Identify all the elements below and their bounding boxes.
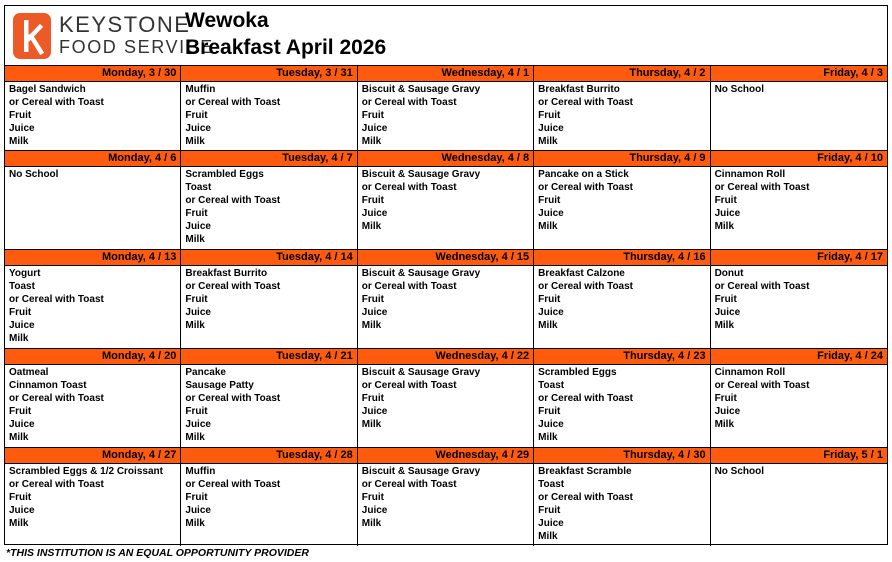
menu-item: Juice xyxy=(538,122,564,134)
menu-item: or Cereal with Toast xyxy=(361,379,457,391)
menu-item: Biscuit & Sausage Gravy xyxy=(361,367,481,378)
menu-item: or Cereal with Toast xyxy=(538,392,634,404)
menu-item: or Cereal with Toast xyxy=(538,491,634,503)
day-header: Friday, 4 / 3 xyxy=(711,66,887,82)
menu-item: or Cereal with Toast xyxy=(185,478,281,490)
menu-item: Juice xyxy=(714,405,741,417)
menu-item: Breakfast Scramble xyxy=(538,466,632,477)
day-menu-cell xyxy=(711,167,887,249)
day-menu-cell xyxy=(358,266,534,348)
menu-calendar xyxy=(5,65,887,546)
menu-item: Scrambled Eggs xyxy=(185,169,264,180)
day-menu-cell xyxy=(5,365,181,447)
day-header: Tuesday, 3 / 31 xyxy=(181,66,357,82)
week-day-cells xyxy=(5,266,887,348)
menu-item: Juice xyxy=(185,418,211,430)
menu-item: Juice xyxy=(9,504,35,516)
menu-item: Milk xyxy=(361,135,382,147)
day-menu-cell xyxy=(534,82,710,150)
menu-item: Fruit xyxy=(538,405,561,417)
menu-item: Biscuit & Sausage Gravy xyxy=(361,268,481,279)
menu-item: Fruit xyxy=(361,293,384,305)
menu-item: Juice xyxy=(714,306,741,318)
menu-item: or Cereal with Toast xyxy=(9,478,104,490)
menu-item: Breakfast Burrito xyxy=(185,268,268,279)
menu-item: Fruit xyxy=(361,109,384,121)
menu-item: Milk xyxy=(361,220,382,232)
menu-item: Muffin xyxy=(185,466,216,477)
day-menu-cell xyxy=(711,365,887,447)
week-day-cells xyxy=(5,464,887,546)
calendar-week xyxy=(5,447,887,546)
menu-item: Juice xyxy=(538,517,564,529)
menu-item: Juice xyxy=(185,122,211,134)
menu-item: or Cereal with Toast xyxy=(714,280,810,292)
menu-item: Fruit xyxy=(9,491,32,503)
day-menu-cell xyxy=(534,365,710,447)
menu-item: or Cereal with Toast xyxy=(714,181,810,193)
brand-name: KEYSTONE xyxy=(59,12,191,37)
menu-item: Fruit xyxy=(538,293,561,305)
menu-item: Yogurt xyxy=(9,268,41,279)
menu-item: Juice xyxy=(361,504,388,516)
day-menu-cell xyxy=(711,464,887,546)
menu-item: Milk xyxy=(538,431,558,443)
menu-item: Toast xyxy=(9,280,35,292)
menu-item: Juice xyxy=(9,319,35,331)
day-menu-cell xyxy=(181,167,357,249)
day-header: Friday, 4 / 17 xyxy=(711,250,887,266)
week-day-cells xyxy=(5,365,887,447)
menu-item: or Cereal with Toast xyxy=(185,280,281,292)
menu-item: Bagel Sandwich xyxy=(9,84,86,95)
menu-item: Sausage Patty xyxy=(185,379,254,391)
menu-item: Toast xyxy=(538,478,565,490)
equal-opportunity-note: *THIS INSTITUTION IS AN EQUAL OPPORTUNITY PROVIDER xyxy=(6,547,309,559)
day-header: Monday, 4 / 13 xyxy=(5,250,181,266)
menu-item: Milk xyxy=(9,332,29,344)
menu-page xyxy=(4,5,888,545)
menu-item: Breakfast Calzone xyxy=(538,268,625,279)
menu-item: Donut xyxy=(714,268,744,279)
menu-item: Biscuit & Sausage Gravy xyxy=(361,466,481,477)
menu-item: Milk xyxy=(538,135,558,147)
week-day-cells xyxy=(5,167,887,249)
menu-item: Fruit xyxy=(9,109,32,121)
menu-item: or Cereal with Toast xyxy=(9,96,104,108)
menu-item: Juice xyxy=(9,122,35,134)
menu-item: Juice xyxy=(185,504,211,516)
menu-item: Breakfast Burrito xyxy=(538,84,620,95)
day-menu-cell xyxy=(181,82,357,150)
menu-item: or Cereal with Toast xyxy=(185,392,281,404)
menu-item: Milk xyxy=(361,319,382,331)
menu-item: Juice xyxy=(714,207,741,219)
menu-item: or Cereal with Toast xyxy=(9,392,104,404)
week-day-headers xyxy=(5,151,887,167)
menu-item: Juice xyxy=(538,207,564,219)
menu-item: Pancake on a Stick xyxy=(538,169,629,180)
menu-item: Fruit xyxy=(361,194,384,206)
menu-item: Milk xyxy=(185,431,205,443)
day-header: Thursday, 4 / 16 xyxy=(534,250,710,266)
menu-item: or Cereal with Toast xyxy=(361,181,457,193)
menu-item: Fruit xyxy=(538,504,561,516)
menu-item: Milk xyxy=(185,233,205,245)
day-header: Friday, 4 / 24 xyxy=(711,349,887,365)
menu-item: Fruit xyxy=(185,207,208,219)
calendar-week xyxy=(5,65,887,150)
day-menu-cell xyxy=(5,167,181,249)
menu-item: Milk xyxy=(714,319,735,331)
menu-item: Milk xyxy=(185,517,205,529)
day-header: Friday, 5 / 1 xyxy=(711,448,887,464)
day-header: Monday, 4 / 20 xyxy=(5,349,181,365)
menu-item: Milk xyxy=(361,517,382,529)
day-menu-cell xyxy=(534,167,710,249)
menu-item: Fruit xyxy=(714,392,737,404)
day-menu-cell xyxy=(358,365,534,447)
menu-item: Fruit xyxy=(9,405,32,417)
calendar-week xyxy=(5,348,887,447)
week-day-headers xyxy=(5,448,887,464)
menu-item: or Cereal with Toast xyxy=(361,96,457,108)
school-name: Wewoka xyxy=(185,9,269,32)
calendar-week xyxy=(5,150,887,249)
menu-item: Fruit xyxy=(185,293,208,305)
week-day-headers xyxy=(5,66,887,82)
menu-item: Oatmeal xyxy=(9,367,49,378)
day-menu-cell xyxy=(181,266,357,348)
menu-item: Milk xyxy=(361,418,382,430)
menu-item: Milk xyxy=(9,517,29,529)
day-header: Wednesday, 4 / 15 xyxy=(358,250,534,266)
menu-item: Scrambled Eggs xyxy=(538,367,617,378)
menu-item: Scrambled Eggs & 1/2 Croissant xyxy=(9,466,163,477)
brand-subtitle: FOOD SERVICE xyxy=(59,37,214,57)
menu-item: Muffin xyxy=(185,84,216,95)
menu-item: Juice xyxy=(185,306,211,318)
menu-item: or Cereal with Toast xyxy=(361,280,457,292)
menu-item: or Cereal with Toast xyxy=(185,96,281,108)
menu-item: or Cereal with Toast xyxy=(714,379,810,391)
day-menu-cell xyxy=(181,464,357,546)
day-header: Friday, 4 / 10 xyxy=(711,151,887,167)
menu-item: No School xyxy=(714,84,765,95)
day-header: Wednesday, 4 / 22 xyxy=(358,349,534,365)
menu-item: Juice xyxy=(538,418,564,430)
day-header: Thursday, 4 / 9 xyxy=(534,151,710,167)
menu-item: Cinnamon Roll xyxy=(714,367,786,378)
day-menu-cell xyxy=(534,266,710,348)
day-menu-cell xyxy=(711,82,887,150)
menu-item: Milk xyxy=(9,431,29,443)
menu-item: Fruit xyxy=(185,491,208,503)
menu-header xyxy=(5,6,887,66)
menu-item: Cinnamon Toast xyxy=(9,379,87,391)
menu-item: Juice xyxy=(361,207,388,219)
day-menu-cell xyxy=(358,464,534,546)
day-menu-cell xyxy=(5,82,181,150)
menu-item: or Cereal with Toast xyxy=(9,293,104,305)
calendar-week xyxy=(5,249,887,348)
week-day-headers xyxy=(5,349,887,365)
menu-item: Milk xyxy=(714,220,735,232)
menu-item: Fruit xyxy=(9,306,32,318)
day-header: Tuesday, 4 / 7 xyxy=(181,151,357,167)
menu-item: Juice xyxy=(185,220,211,232)
menu-item: Fruit xyxy=(538,109,561,121)
menu-item: Fruit xyxy=(361,392,384,404)
menu-item: Biscuit & Sausage Gravy xyxy=(361,84,481,95)
menu-item: Toast xyxy=(538,379,565,391)
day-header: Monday, 4 / 6 xyxy=(5,151,181,167)
day-menu-cell xyxy=(358,167,534,249)
menu-item: or Cereal with Toast xyxy=(538,280,634,292)
day-menu-cell xyxy=(358,82,534,150)
menu-item: Fruit xyxy=(714,194,737,206)
menu-item: Juice xyxy=(361,405,388,417)
day-header: Wednesday, 4 / 29 xyxy=(358,448,534,464)
menu-item: Milk xyxy=(538,220,558,232)
week-day-headers xyxy=(5,250,887,266)
day-menu-cell xyxy=(5,266,181,348)
day-menu-cell xyxy=(181,365,357,447)
week-day-cells xyxy=(5,82,887,150)
menu-item: Fruit xyxy=(361,491,384,503)
day-header: Tuesday, 4 / 14 xyxy=(181,250,357,266)
menu-item: Milk xyxy=(714,418,735,430)
day-menu-cell xyxy=(534,464,710,546)
menu-item: Juice xyxy=(9,418,35,430)
menu-item: or Cereal with Toast xyxy=(185,194,281,206)
day-menu-cell xyxy=(711,266,887,348)
day-header: Thursday, 4 / 2 xyxy=(534,66,710,82)
menu-item: Pancake xyxy=(185,367,226,378)
day-header: Monday, 4 / 27 xyxy=(5,448,181,464)
day-header: Thursday, 4 / 30 xyxy=(534,448,710,464)
menu-item: Milk xyxy=(185,319,205,331)
menu-item: Fruit xyxy=(714,293,737,305)
day-header: Monday, 3 / 30 xyxy=(5,66,181,82)
day-header: Thursday, 4 / 23 xyxy=(534,349,710,365)
day-header: Tuesday, 4 / 28 xyxy=(181,448,357,464)
menu-item: Fruit xyxy=(538,194,561,206)
menu-title: Breakfast April 2026 xyxy=(185,36,387,59)
menu-item: or Cereal with Toast xyxy=(538,96,634,108)
menu-item: or Cereal with Toast xyxy=(361,478,457,490)
menu-item: Milk xyxy=(538,319,558,331)
day-header: Wednesday, 4 / 1 xyxy=(358,66,534,82)
menu-item: Milk xyxy=(185,135,205,147)
menu-item: Fruit xyxy=(185,405,208,417)
menu-item: Milk xyxy=(538,530,558,542)
menu-item: Juice xyxy=(361,306,388,318)
menu-item: No School xyxy=(9,169,59,180)
menu-item: Fruit xyxy=(185,109,208,121)
menu-item: Toast xyxy=(185,181,212,193)
keystone-logo xyxy=(13,13,51,59)
menu-item: or Cereal with Toast xyxy=(538,181,634,193)
menu-item: Cinnamon Roll xyxy=(714,169,786,180)
day-header: Tuesday, 4 / 21 xyxy=(181,349,357,365)
k-logo-icon xyxy=(13,13,51,59)
menu-item: Juice xyxy=(361,122,388,134)
day-menu-cell xyxy=(5,464,181,546)
menu-item: Milk xyxy=(9,135,29,147)
menu-item: Juice xyxy=(538,306,564,318)
day-header: Wednesday, 4 / 8 xyxy=(358,151,534,167)
menu-item: Biscuit & Sausage Gravy xyxy=(361,169,481,180)
menu-item: No School xyxy=(714,466,765,477)
